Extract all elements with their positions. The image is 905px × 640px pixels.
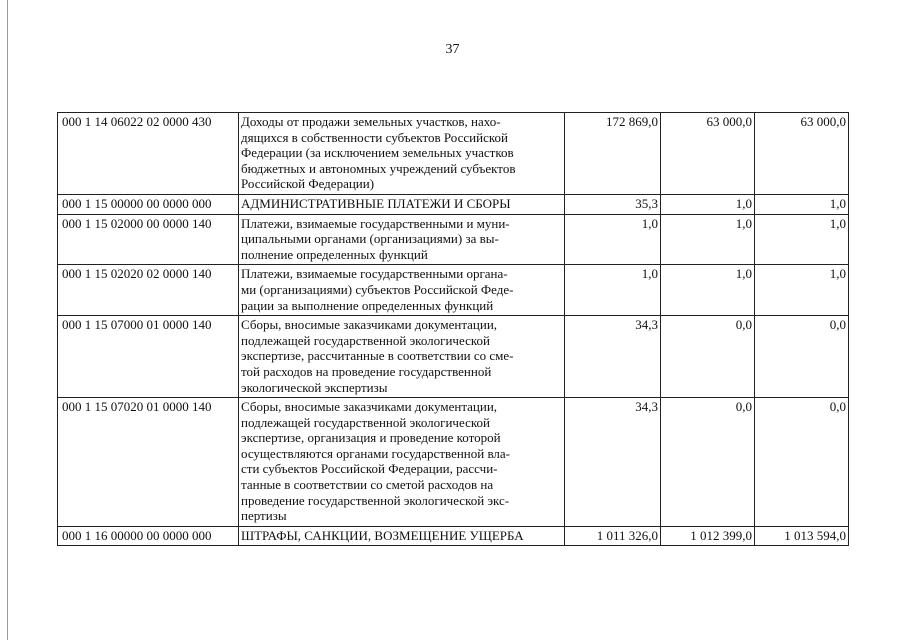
amount-cell-year-3: 1 013 594,0 bbox=[755, 526, 849, 546]
amount-cell-year-2: 1,0 bbox=[661, 265, 755, 316]
amount-cell-year-2: 63 000,0 bbox=[661, 113, 755, 195]
table-row bbox=[58, 265, 849, 316]
table-row bbox=[58, 316, 849, 398]
revenue-name-cell: Доходы от продажи земельных участков, нахо- дящихся в собственности субъектов Российской Федерации (за исключением земельных участков бюджетных и автономных учреждений субъектов Российской Федерации) bbox=[239, 113, 565, 195]
page-number: 37 bbox=[445, 42, 460, 57]
budget-code-cell: 000 1 15 07020 01 0000 140 bbox=[58, 398, 239, 527]
budget-code-cell: 000 1 15 07000 01 0000 140 bbox=[58, 316, 239, 398]
table-row bbox=[58, 526, 849, 546]
amount-cell-year-2: 1 012 399,0 bbox=[661, 526, 755, 546]
amount-cell-year-1: 1,0 bbox=[565, 214, 661, 265]
revenue-name-cell: Сборы, вносимые заказчиками документации, подлежащей государственной экологической экспертизе, организация и проведение которой осуществляются органами государственной вла- сти субъектов Российской Федерации, рассчи- танные в соответствии со сметой расходов на проведение государственной экологической экс- пертизы bbox=[239, 398, 565, 527]
amount-cell-year-2: 1,0 bbox=[661, 194, 755, 214]
amount-cell-year-2: 1,0 bbox=[661, 214, 755, 265]
amount-cell-year-2: 0,0 bbox=[661, 398, 755, 527]
table-row bbox=[58, 214, 849, 265]
table-row bbox=[58, 194, 849, 214]
revenue-name-cell: ШТРАФЫ, САНКЦИИ, ВОЗМЕЩЕНИЕ УЩЕРБА bbox=[239, 526, 565, 546]
revenue-name-cell: Платежи, взимаемые государственными органа- ми (организациями) субъектов Российской Феде- рации за выполнение определенных функций bbox=[239, 265, 565, 316]
amount-cell-year-1: 34,3 bbox=[565, 398, 661, 527]
table-row bbox=[58, 113, 849, 195]
budget-code-cell: 000 1 15 00000 00 0000 000 bbox=[58, 194, 239, 214]
amount-cell-year-1: 1 011 326,0 bbox=[565, 526, 661, 546]
page-edge-line bbox=[7, 0, 8, 640]
table-row bbox=[58, 398, 849, 527]
budget-code-cell: 000 1 15 02020 02 0000 140 bbox=[58, 265, 239, 316]
amount-cell-year-2: 0,0 bbox=[661, 316, 755, 398]
budget-code-cell: 000 1 14 06022 02 0000 430 bbox=[58, 113, 239, 195]
amount-cell-year-3: 1,0 bbox=[755, 214, 849, 265]
amount-cell-year-3: 0,0 bbox=[755, 398, 849, 527]
amount-cell-year-1: 172 869,0 bbox=[565, 113, 661, 195]
revenue-name-cell: АДМИНИСТРАТИВНЫЕ ПЛАТЕЖИ И СБОРЫ bbox=[239, 194, 565, 214]
amount-cell-year-3: 1,0 bbox=[755, 265, 849, 316]
revenue-name-cell: Сборы, вносимые заказчиками документации, подлежащей государственной экологической экспертизе, рассчитанные в соответствии со сме- той расходов на проведение государственной экологической экспертизы bbox=[239, 316, 565, 398]
budget-code-cell: 000 1 15 02000 00 0000 140 bbox=[58, 214, 239, 265]
amount-cell-year-1: 35,3 bbox=[565, 194, 661, 214]
budget-revenue-table bbox=[57, 112, 849, 546]
amount-cell-year-3: 1,0 bbox=[755, 194, 849, 214]
revenue-name-cell: Платежи, взимаемые государственными и муни- ципальными органами (организациями) за вы- полнение определенных функций bbox=[239, 214, 565, 265]
amount-cell-year-1: 34,3 bbox=[565, 316, 661, 398]
budget-code-cell: 000 1 16 00000 00 0000 000 bbox=[58, 526, 239, 546]
amount-cell-year-1: 1,0 bbox=[565, 265, 661, 316]
amount-cell-year-3: 63 000,0 bbox=[755, 113, 849, 195]
amount-cell-year-3: 0,0 bbox=[755, 316, 849, 398]
